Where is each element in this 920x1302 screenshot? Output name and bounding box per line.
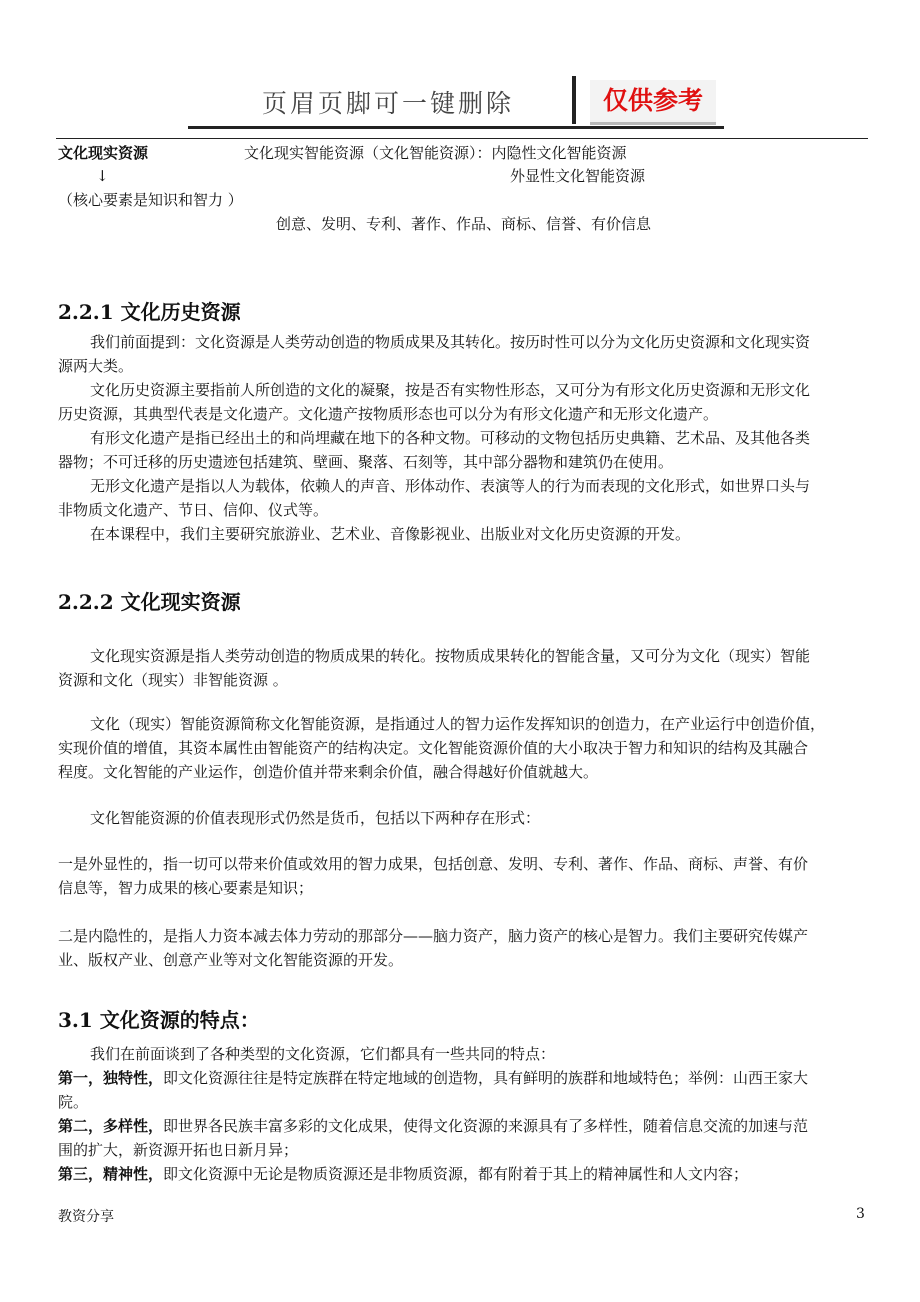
diagram-middle-text: 文化现实智能资源（文化智能资源）：内隐性文化智能资源 — [244, 144, 627, 162]
text-line: 围的扩大，新资源开拓也日新月异； — [58, 1141, 299, 1159]
text-line: 有形文化遗产是指已经出土的和尚埋藏在地下的各种文物。可移动的文物包括历史典籍、艺术品、及其他各类 — [90, 429, 811, 447]
section-2-2-2-p2 — [58, 712, 878, 784]
down-arrow-icon: ↓ — [96, 167, 109, 185]
feature-2-label: 第二，多样性， — [58, 1117, 164, 1135]
text-line: 文化（现实）智能资源简称文化智能资源，是指通过人的智力运作发挥知识的创造力，在产业运行中创造价值， — [90, 715, 826, 733]
feature-2-text: 即世界各民族丰富多彩的文化成果，使得文化资源的来源具有了多样性，随着信息交流的加速与范 — [163, 1117, 809, 1135]
text-line: 在本课程中，我们主要研究旅游业、艺术业、音像影视业、出版业对文化历史资源的开发。 — [90, 525, 691, 543]
diagram-bottom-list: 创意、发明、专利、著作、作品、商标、信誉、有价信息 — [276, 215, 652, 233]
text-line: 文化历史资源主要指前人所创造的文化的凝聚，按是否有实物性形态，又可分为有形文化历史资源和无形文化 — [90, 381, 811, 399]
section-2-2-1-body — [58, 330, 878, 546]
text-line: 资源和文化（现实）非智能资源 。 — [58, 671, 288, 689]
feature-1-text: 即文化资源往往是特定族群在特定地域的创造物，具有鲜明的族群和地域特色；举例：山西王家大 — [163, 1069, 809, 1087]
header-divider — [572, 76, 576, 124]
diagram-left-note: （核心要素是知识和智力 ） — [58, 191, 243, 209]
text-line: 院。 — [58, 1093, 89, 1111]
section-3-1-body — [58, 1042, 878, 1186]
section-2-2-2-p3 — [58, 806, 878, 830]
feature-3-label: 第三，精神性， — [58, 1165, 164, 1183]
text-line: 文化现实资源是指人类劳动创造的物质成果的转化。按物质成果转化的智能含量，又可分为文化（现实）智能 — [90, 647, 811, 665]
text-line: 文化智能资源的价值表现形式仍然是货币，包括以下两种存在形式： — [90, 809, 541, 827]
header-banner-text: 页眉页脚可一键删除 — [262, 89, 515, 118]
text-line: 信息等，智力成果的核心要素是知识； — [58, 879, 314, 897]
text-line: 无形文化遗产是指以人为载体，依赖人的声音、形体动作、表演等人的行为而表现的文化形式，如世界口头与 — [90, 477, 811, 495]
feature-3-text: 即文化资源中无论是物质资源还是非物质资源，都有附着于其上的精神属性和人文内容； — [163, 1165, 749, 1183]
feature-3 — [58, 1162, 878, 1186]
text-line: 器物；不可迁移的历史遗迹包括建筑、壁画、聚落、石刻等，其中部分器物和建筑仍在使用。 — [58, 453, 674, 471]
feature-2 — [58, 1114, 878, 1138]
feature-1-label: 第一，独特性， — [58, 1069, 164, 1087]
text-line: 源两大类。 — [58, 357, 134, 375]
page-number: 3 — [856, 1206, 865, 1222]
diagram-left-title: 文化现实资源 — [58, 144, 149, 162]
header-rule-thick — [188, 126, 724, 129]
heading-2-2-2: 2.2.2 文化现实资源 — [58, 590, 241, 614]
feature-1 — [58, 1066, 878, 1090]
diagram-right-second: 外显性文化智能资源 — [510, 167, 646, 185]
reference-stamp: 仅供参考 — [590, 80, 716, 125]
text-line: 业、版权产业、创意产业等对文化智能资源的开发。 — [58, 951, 404, 969]
text-line: 历史资源，其典型代表是文化遗产。文化遗产按物质形态也可以分为有形文化遗产和无形文化遗产。 — [58, 405, 719, 423]
text-line: 二是内隐性的，是指人力资本减去体力劳动的那部分——脑力资产，脑力资产的核心是智力。我们主要研究传媒产 — [58, 927, 809, 945]
header-rule-thin — [56, 138, 868, 139]
section-2-2-2-p4 — [58, 852, 878, 900]
text-line: 我们前面提到：文化资源是人类劳动创造的物质成果及其转化。按历时性可以分为文化历史资源和文化现实资 — [90, 333, 811, 351]
text-line: 非物质文化遗产、节日、信仰、仪式等。 — [58, 501, 329, 519]
heading-3-1: 3.1 文化资源的特点： — [58, 1008, 260, 1032]
footer-left: 教资分享 — [58, 1209, 114, 1225]
text-line: 一是外显性的，指一切可以带来价值或效用的智力成果，包括创意、发明、专利、著作、作品、商标、声誉、有价 — [58, 855, 809, 873]
text-line: 程度。文化智能的产业运作，创造价值并带来剩余价值，融合得越好价值就越大。 — [58, 763, 599, 781]
text-line: 实现价值的增值，其资本属性由智能资产的结构决定。文化智能资源价值的大小取决于智力和知识的结构及其融合 — [58, 739, 809, 757]
section-2-2-2-p1 — [58, 644, 878, 692]
section-2-2-2-p5 — [58, 924, 878, 972]
heading-2-2-1: 2.2.1 文化历史资源 — [58, 300, 241, 324]
text-line: 我们在前面谈到了各种类型的文化资源，它们都具有一些共同的特点： — [90, 1045, 556, 1063]
